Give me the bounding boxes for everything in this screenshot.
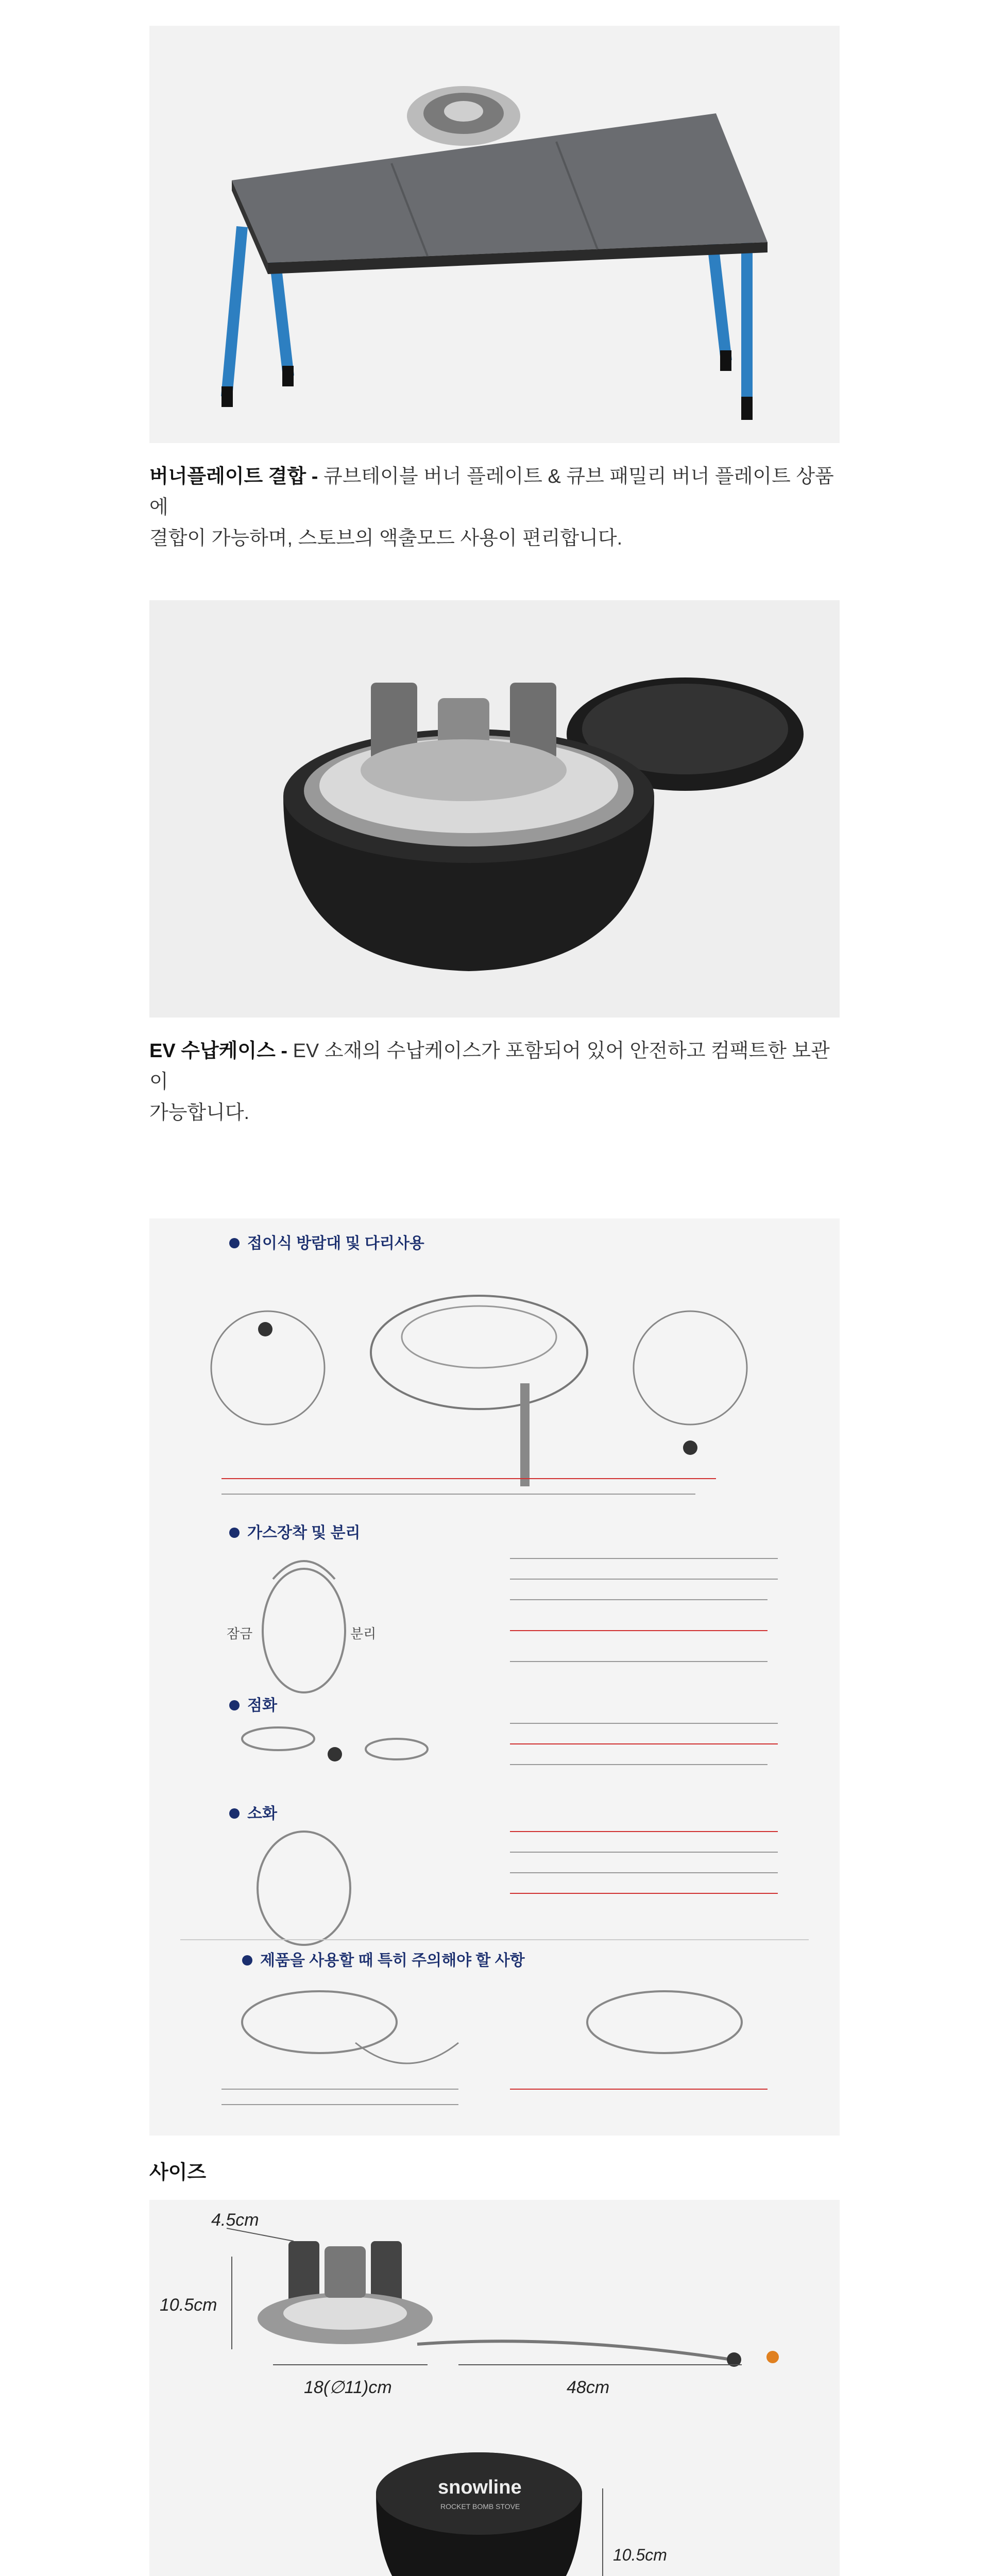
feature-text: 큐브테이블 버너 플레이트 & 큐브 패밀리 버너 플레이트 상품에: [149, 466, 834, 518]
feature-text-line2: 가능합니다.: [149, 1102, 250, 1124]
dim-top: 4.5cm: [211, 2210, 259, 2230]
feature-title: 버너플레이트 결합 -: [149, 466, 318, 487]
dim-case-height: 10.5cm: [613, 2546, 667, 2564]
dim-width: 18(∅11)cm: [304, 2378, 392, 2397]
manual-section-5-title: 제품을 사용할 때 특히 주의해야 할 사항: [260, 1952, 525, 1969]
lock-label: 잠금: [227, 1626, 253, 1641]
ev-case-photo: [149, 600, 840, 1018]
feature-caption-ev-case: [149, 1036, 840, 1128]
dim-hose: 48cm: [567, 2378, 610, 2397]
feature-title: EV 수납케이스 -: [149, 1040, 288, 1062]
feature-text: EV 소재의 수납케이스가 포함되어 있어 안전하고 컴팩트한 보관이: [149, 1040, 830, 1093]
feature-caption-burner-plate: [149, 461, 840, 554]
case-subtitle: ROCKET BOMB STOVE: [440, 2502, 520, 2511]
manual-section-2-title: 가스장착 및 분리: [247, 1524, 361, 1541]
manual-section-3-title: 점화: [247, 1697, 277, 1714]
size-panel: [149, 2200, 840, 2576]
release-label: 분리: [350, 1626, 377, 1641]
manual-panel: [149, 1218, 840, 2136]
burner-plate-photo: [149, 26, 840, 443]
feature-text-line2: 결합이 가능하며, 스토브의 액출모드 사용이 편리합니다.: [149, 528, 623, 549]
dim-height: 10.5cm: [160, 2295, 217, 2315]
manual-section-1-title: 접이식 방람대 및 다리사용: [247, 1235, 424, 1252]
case-brand: snowline: [438, 2477, 522, 2498]
manual-section-4-title: 소화: [247, 1805, 277, 1822]
size-heading: 사이즈: [149, 2162, 207, 2183]
